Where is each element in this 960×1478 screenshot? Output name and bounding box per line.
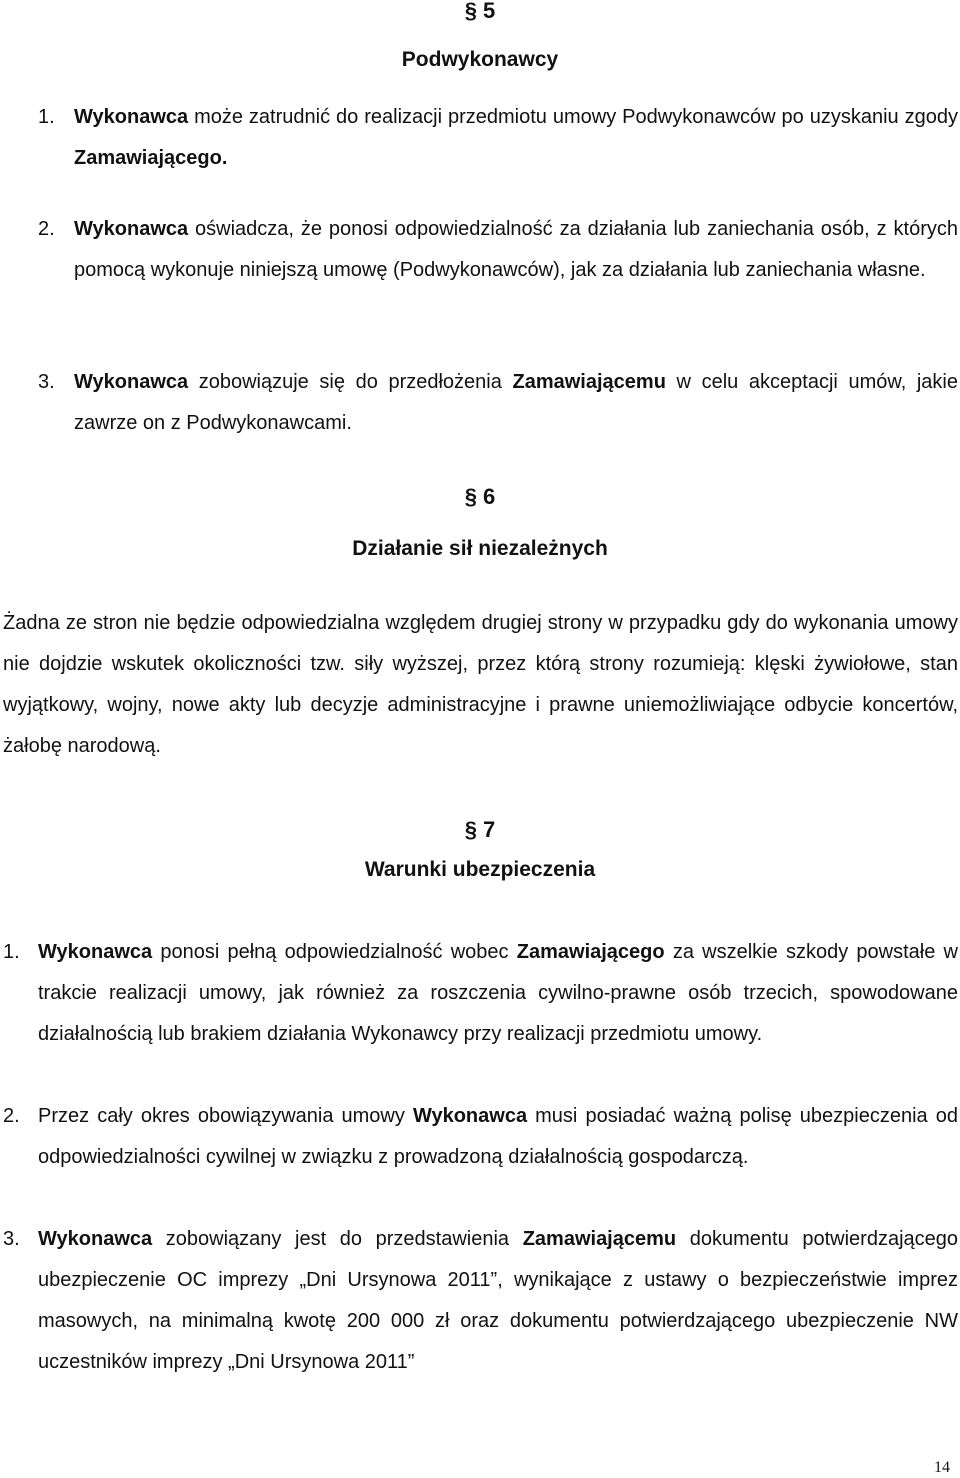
section-5-title: Podwykonawcy: [401, 48, 559, 71]
s5-item-1-text: Wykonawca może zatrudnić do realizacji przedmiotu umowy Podwykonawców po uzyskaniu zgody Zamawiającego.: [74, 106, 958, 169]
section-6-title: Działanie sił niezależnych: [352, 537, 608, 560]
s5-item-1-number: 1.: [38, 106, 55, 128]
section-7-symbol: § 7: [464, 817, 496, 842]
section-5-symbol: § 5: [464, 0, 496, 23]
s5-item-3-number: 3.: [38, 371, 55, 393]
s5-item-3-text: Wykonawca zobowiązuje się do przedłożenia Zamawiającemu w celu akceptacji umów, jakie zawrze on z Podwykonawcami.: [74, 371, 958, 434]
s5-item-2-text: Wykonawca oświadcza, że ponosi odpowiedzialność za działania lub zaniechania osób, z których pomocą wykonuje niniejszą umowę (Podwykonawców), jak za działania lub zaniechania własne.: [74, 218, 958, 281]
s7-item-1-text: Wykonawca ponosi pełną odpowiedzialność wobec Zamawiającego za wszelkie szkody powstałe w trakcie realizacji umowy, jak również za roszczenia cywilno-prawne osób trzecich, spowodowane działalnością lub brakiem działania Wykonawcy przy realizacji przedmiotu umowy.: [38, 941, 958, 1045]
page-number: 14: [934, 1459, 950, 1476]
s7-item-1-number: 1.: [3, 941, 20, 963]
s7-item-3-number: 3.: [3, 1228, 20, 1250]
s5-item-2-number: 2.: [38, 218, 55, 240]
s7-item-2-number: 2.: [3, 1105, 20, 1127]
section-6-symbol: § 6: [464, 484, 496, 509]
s7-item-3-text: Wykonawca zobowiązany jest do przedstawienia Zamawiającemu dokumentu potwierdzającego ubezpieczenie OC imprezy „Dni Ursynowa 2011”, wynikające z ustawy o bezpieczeństwie imprez masowych, na minimalną kwotę 200 000 zł oraz dokumentu potwierdzającego ubezpieczenie NW uczestników imprezy „Dni Ursynowa 2011”: [38, 1228, 958, 1373]
section-6-text: Żadna ze stron nie będzie odpowiedzialna względem drugiej strony w przypadku gdy do wykonania umowy nie dojdzie wskutek okoliczności tzw. siły wyższej, przez którą strony rozumieją: klęski żywiołowe, stan wyjątkowy, wojny, nowe akty lub decyzje administracyjne i prawne uniemożliwiające odbycie koncertów, żałobę narodową.: [3, 612, 958, 757]
section-7-title: Warunki ubezpieczenia: [364, 858, 596, 881]
s7-item-2-text: Przez cały okres obowiązywania umowy Wykonawca musi posiadać ważną polisę ubezpieczenia od odpowiedzialności cywilnej w związku z prowadzoną działalnością gospodarczą.: [38, 1105, 958, 1168]
